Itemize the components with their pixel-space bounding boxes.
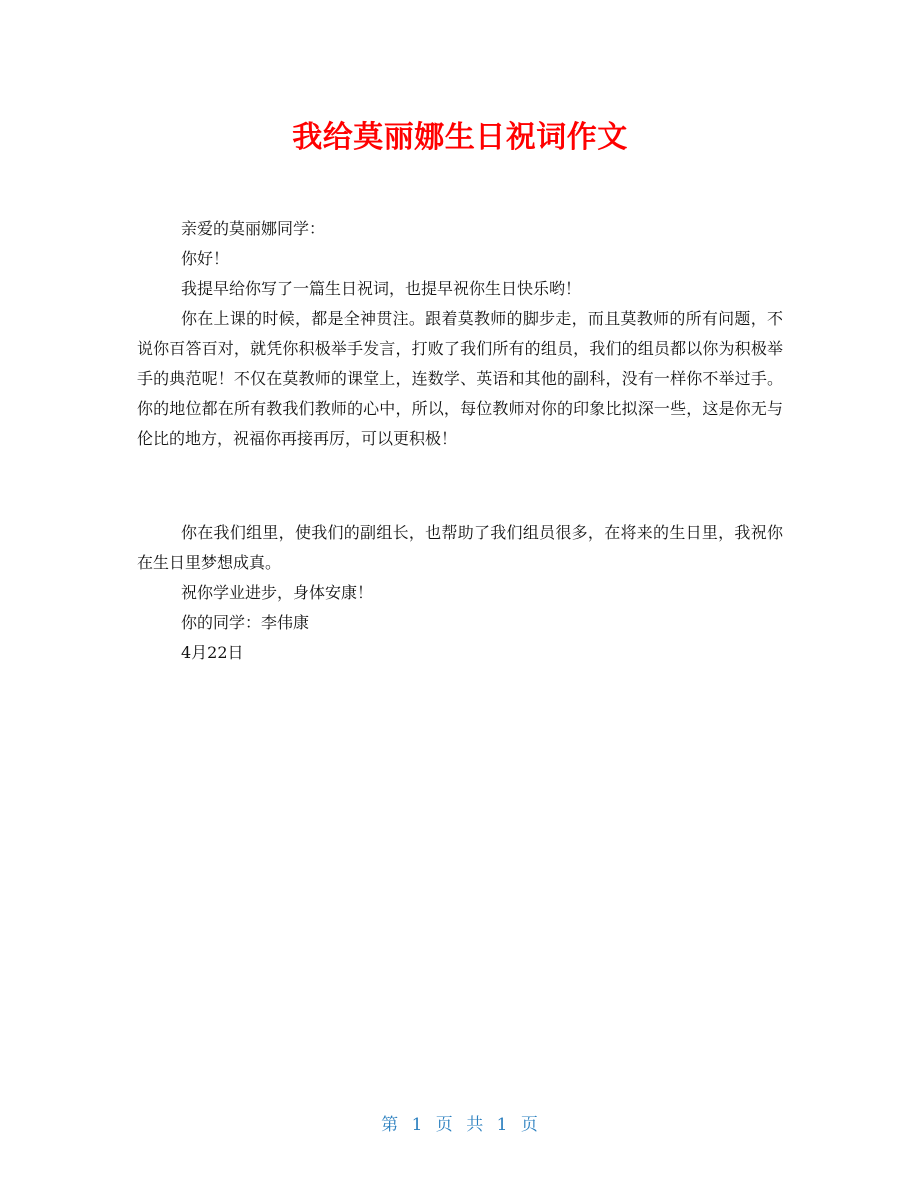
date: 4月22日 — [181, 643, 244, 662]
body-paragraph-class: 你在上课的时候，都是全神贯注。跟着莫教师的脚步走，而且莫教师的所有问题，不说你百答百对，就凭你积极举手发言，打败了我们所有的组员，我们的组员都以你为积极举手的典范呢！不仅在莫教师的课堂上，连数学、英语和其他的副科，没有一样你不举过手。你的地位都在所有教我们教师的心中，所以，每位教师对你的印象比拟深一些，这是你无与伦比的地方，祝福你再接再厉，可以更积极！ — [137, 309, 783, 448]
greeting: 你好！ — [181, 249, 230, 268]
document-body — [137, 214, 783, 668]
signature: 你的同学：李伟康 — [181, 613, 310, 632]
closing-wish: 祝你学业进步，身体安康！ — [181, 583, 374, 602]
intro-paragraph: 我提早给你写了一篇生日祝词，也提早祝你生日快乐哟！ — [181, 279, 582, 298]
paragraph-gap — [137, 454, 783, 518]
page-number-footer: 第 1 页 共 1 页 — [381, 1115, 539, 1135]
body-paragraph-group: 你在我们组里，使我们的副组长，也帮助了我们组员很多，在将来的生日里，我祝你在生日里梦想成真。 — [137, 523, 783, 572]
salutation: 亲爱的莫丽娜同学： — [181, 219, 326, 238]
page-title: 我给莫丽娜生日祝词作文 — [292, 120, 628, 155]
